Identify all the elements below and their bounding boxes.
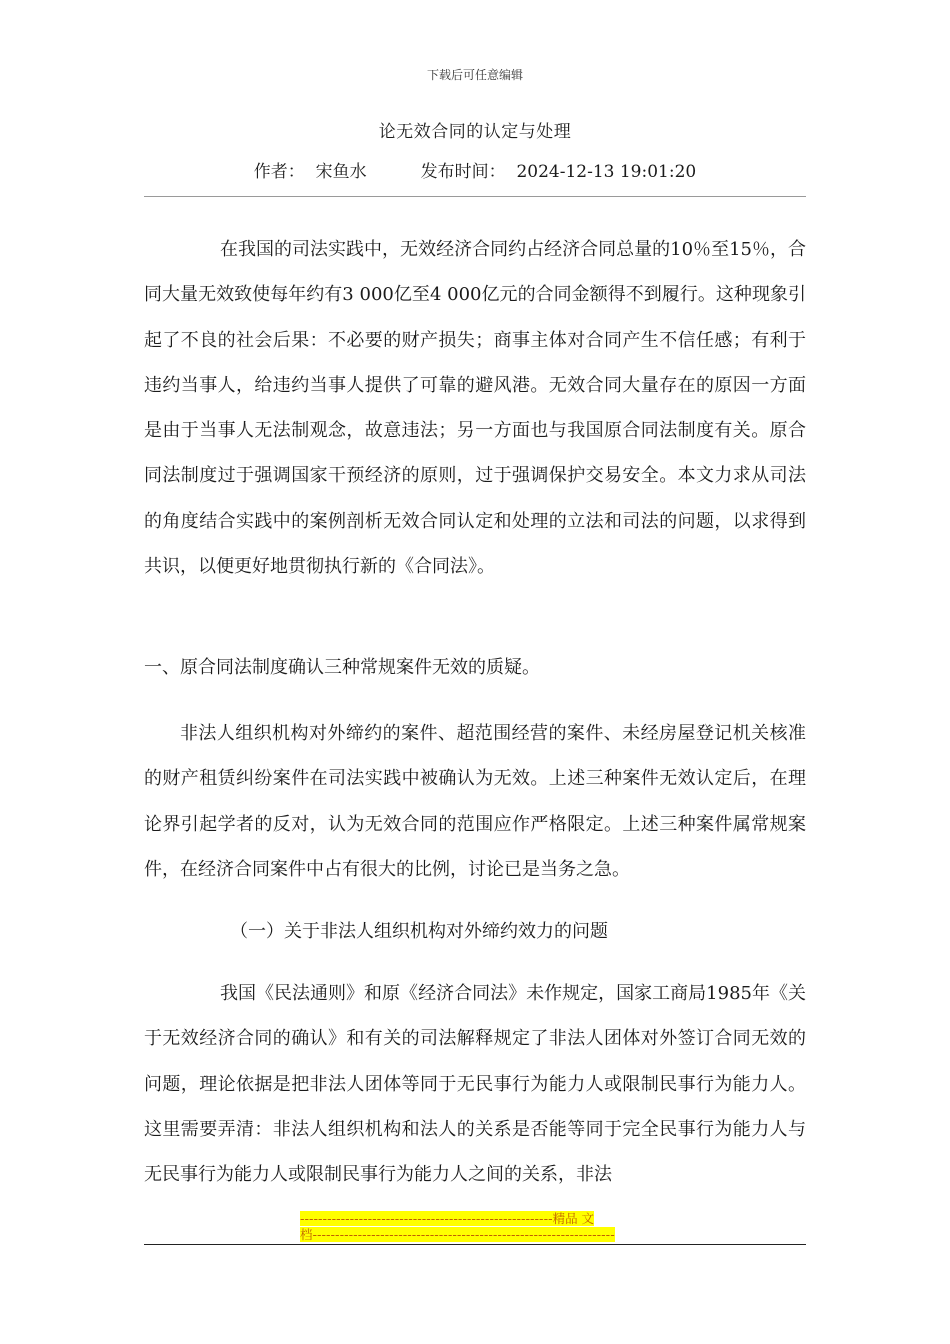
header-divider xyxy=(144,196,806,197)
footer-line-1: --------------------------------------------------------精品 文 xyxy=(300,1211,595,1226)
header-note: 下载后可任意编辑 xyxy=(426,68,523,82)
footer-divider xyxy=(144,1244,806,1245)
author-name: 宋鱼水 xyxy=(315,162,367,182)
subsection-heading-1: （一）关于非法人组织机构对外缔约效力的问题 xyxy=(230,921,608,942)
author-label: 作者： xyxy=(253,162,305,182)
section-heading-1: 一、原合同法制度确认三种常规案件无效的质疑。 xyxy=(144,657,540,678)
date-label: 发布时间： xyxy=(420,162,506,182)
publish-date: 2024-12-13 19:01:20 xyxy=(516,162,697,182)
footer-line-2: 档------------------------------------------------------------------- xyxy=(300,1227,615,1242)
meta-line xyxy=(0,157,950,182)
footer-watermark xyxy=(300,1211,650,1243)
document-title: 论无效合同的认定与处理 xyxy=(378,122,572,142)
paragraph-intro: 在我国的司法实践中，无效经济合同约占经济合同总量的10％至15％，合同大量无效致使每年约有3 000亿至4 000亿元的合同金额得不到履行。这种现象引起了不良的社会后果：不必要的财产损失；商事主体对合同产生不信任感；有利于违约当事人，给违约当事人提供了可靠的避风港。无效合同大量存在的原因一方面是由于当事人无法制观念，故意违法；另一方面也与我国原合同法制度有关。原合同法制度过于强调国家干预经济的原则，过于强调保护交易安全。本文力求从司法的角度结合实践中的案例剖析无效合同认定和处理的立法和司法的问题，以求得到共识，以便更好地贯彻执行新的《合同法》。 xyxy=(144,239,806,578)
paragraph-section-1: 非法人组织机构对外缔约的案件、超范围经营的案件、未经房屋登记机关核准的财产租赁纠纷案件在司法实践中被确认为无效。上述三种案件无效认定后，在理论界引起学者的反对，认为无效合同的范围应作严格限定。上述三种案件属常规案件，在经济合同案件中占有很大的比例，讨论已是当务之急。 xyxy=(144,723,806,880)
paragraph-subsection-1: 我国《民法通则》和原《经济合同法》未作规定，国家工商局1985年《关于无效经济合同的确认》和有关的司法解释规定了非法人团体对外签订合同无效的问题，理论依据是把非法人团体等同于无民事行为能力人或限制民事行为能力人。这里需要弄清：非法人组织机构和法人的关系是否能等同于完全民事行为能力人与无民事行为能力人或限制民事行为能力人之间的关系，非法 xyxy=(144,983,806,1186)
